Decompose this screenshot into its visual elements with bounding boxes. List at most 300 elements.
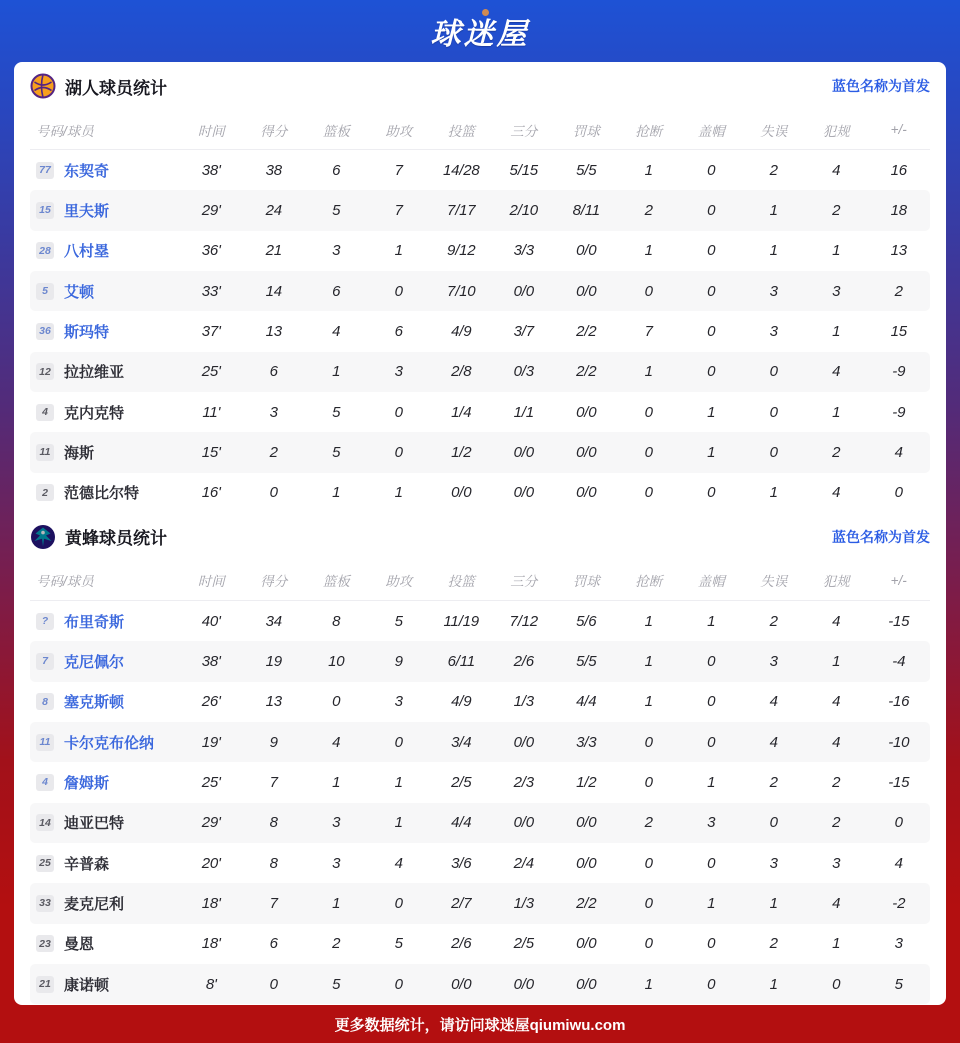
stat-cell: 1 bbox=[332, 484, 341, 502]
jersey-number-badge: 33 bbox=[36, 895, 54, 912]
player-row bbox=[30, 473, 930, 513]
stat-cell: 1/3 bbox=[513, 894, 534, 912]
stat-cell: 0 bbox=[644, 773, 653, 791]
player-cell bbox=[30, 933, 180, 954]
stat-cell: 6 bbox=[332, 161, 341, 179]
stat-cell: 2/5 bbox=[513, 935, 534, 953]
player-name-link[interactable]: 艾顿 bbox=[64, 283, 95, 301]
player-cell bbox=[30, 974, 180, 995]
column-header: 盖帽 bbox=[697, 123, 725, 139]
stat-cell: 19 bbox=[265, 652, 282, 670]
stat-cell: 1 bbox=[644, 161, 653, 179]
player-name-link[interactable]: 里夫斯 bbox=[64, 202, 110, 220]
player-row bbox=[30, 150, 930, 190]
stat-cell: 1 bbox=[707, 443, 716, 461]
stat-cell: 4 bbox=[832, 894, 841, 912]
stat-cell: 38' bbox=[201, 652, 221, 670]
stat-cell: 3/4 bbox=[451, 733, 472, 751]
player-cell bbox=[30, 200, 180, 221]
stat-cell: 2 bbox=[769, 161, 778, 179]
stat-cell: 0 bbox=[707, 854, 716, 872]
stat-cell: 7 bbox=[269, 773, 278, 791]
stat-cell: 3 bbox=[394, 363, 403, 381]
stat-cell: 7/12 bbox=[509, 612, 538, 630]
stat-cell: -15 bbox=[888, 773, 910, 791]
jersey-number-badge: ? bbox=[36, 613, 54, 630]
player-name-link[interactable]: 八村塁 bbox=[64, 243, 110, 261]
stat-cell: 3/3 bbox=[576, 733, 597, 751]
stat-cell: 0 bbox=[269, 484, 278, 502]
column-header: 失误 bbox=[760, 574, 788, 590]
stat-cell: 8 bbox=[269, 814, 278, 832]
stat-cell: 29' bbox=[201, 814, 221, 832]
stat-cell: 0 bbox=[769, 814, 778, 832]
player-row bbox=[30, 352, 930, 392]
stat-cell: 2 bbox=[769, 773, 778, 791]
player-name-link[interactable]: 辛普森 bbox=[64, 855, 110, 873]
stat-cell: 2/7 bbox=[451, 894, 472, 912]
stat-cell: 1 bbox=[707, 612, 716, 630]
column-header: 号码/球员 bbox=[36, 574, 94, 590]
stat-cell: 0/0 bbox=[513, 733, 534, 751]
stat-cell: 4 bbox=[769, 733, 778, 751]
stat-cell: -4 bbox=[892, 652, 906, 670]
stat-cell: 2 bbox=[644, 201, 653, 219]
stat-cell: -2 bbox=[892, 894, 906, 912]
stat-cell: 8 bbox=[269, 854, 278, 872]
stat-cell: 19' bbox=[201, 733, 221, 751]
stat-cell: 4 bbox=[832, 363, 841, 381]
stat-cell: 0 bbox=[769, 443, 778, 461]
player-cell bbox=[30, 893, 180, 914]
stat-cell: 16 bbox=[890, 161, 907, 179]
stat-cell: 4 bbox=[394, 854, 403, 872]
jersey-number-badge: 11 bbox=[36, 734, 54, 751]
player-name-link[interactable]: 康诺顿 bbox=[64, 976, 110, 994]
stat-cell: 25' bbox=[201, 773, 221, 791]
jersey-number-badge: 23 bbox=[36, 935, 54, 952]
lakers-stats-section bbox=[30, 62, 930, 513]
stat-cell: 3 bbox=[707, 814, 716, 832]
starter-legend: 蓝色名称为首发 bbox=[832, 78, 930, 94]
stat-cell: 2/8 bbox=[451, 363, 472, 381]
jersey-number-badge: 4 bbox=[36, 404, 54, 421]
stat-cell: 0 bbox=[707, 975, 716, 993]
player-row bbox=[30, 641, 930, 681]
stat-cell: 0/0 bbox=[513, 443, 534, 461]
stat-cell: 5 bbox=[332, 403, 341, 421]
stat-cell: 2 bbox=[769, 612, 778, 630]
jersey-number-badge: 25 bbox=[36, 855, 54, 872]
stat-cell: 0 bbox=[769, 403, 778, 421]
section-title: 湖人球员统计 bbox=[65, 78, 167, 98]
stat-cell: 0 bbox=[707, 935, 716, 953]
stat-cell: 0/0 bbox=[513, 484, 534, 502]
stat-cell: 4/4 bbox=[451, 814, 472, 832]
stat-cell: 7/17 bbox=[447, 201, 476, 219]
player-name-link[interactable]: 迪亚巴特 bbox=[64, 815, 125, 833]
stat-cell: 2/4 bbox=[513, 854, 534, 872]
jersey-number-badge: 21 bbox=[36, 976, 54, 993]
stat-cell: 1 bbox=[832, 652, 841, 670]
player-row bbox=[30, 271, 930, 311]
stat-cell: 5 bbox=[332, 975, 341, 993]
player-row bbox=[30, 432, 930, 472]
stat-cell: 40' bbox=[201, 612, 221, 630]
player-name-link[interactable]: 海斯 bbox=[64, 444, 95, 462]
footer-promo-text: 更多数据统计，请访问球迷屋qiumiwu.com bbox=[334, 1016, 626, 1034]
stat-cell: 0/0 bbox=[576, 403, 597, 421]
player-row bbox=[30, 722, 930, 762]
stat-cell: 14 bbox=[265, 282, 282, 300]
stat-cell: 1 bbox=[832, 935, 841, 953]
stat-cell: 11/19 bbox=[443, 612, 479, 630]
player-name-link[interactable]: 麦克尼利 bbox=[64, 895, 125, 913]
stat-cell: 4 bbox=[894, 443, 903, 461]
stat-cell: 0/0 bbox=[576, 242, 597, 260]
stat-cell: 4 bbox=[832, 612, 841, 630]
stat-cell: 0 bbox=[707, 363, 716, 381]
stat-cell: 2 bbox=[832, 773, 841, 791]
stat-cell: 5 bbox=[332, 201, 341, 219]
stat-cell: 5 bbox=[894, 975, 903, 993]
player-name-link[interactable]: 东契奇 bbox=[64, 162, 110, 180]
stat-cell: 1 bbox=[769, 975, 778, 993]
column-header: 投篮 bbox=[447, 123, 475, 139]
stat-cell: 10 bbox=[328, 652, 345, 670]
stat-cell: 0 bbox=[394, 282, 403, 300]
stats-card bbox=[14, 62, 946, 1005]
stat-cell: 38 bbox=[265, 161, 282, 179]
stat-cell: 0 bbox=[707, 282, 716, 300]
starter-legend: 蓝色名称为首发 bbox=[832, 528, 930, 545]
player-cell bbox=[30, 482, 180, 503]
column-header: 盖帽 bbox=[697, 574, 725, 590]
stat-cell: 8 bbox=[332, 612, 341, 630]
stat-cell: 0/0 bbox=[576, 854, 597, 872]
player-row bbox=[30, 392, 930, 432]
stat-cell: 1 bbox=[832, 242, 841, 260]
player-cell bbox=[30, 442, 180, 463]
stat-cell: 5/5 bbox=[576, 161, 597, 179]
stat-cell: 4/4 bbox=[576, 693, 597, 711]
stat-cell: 2 bbox=[269, 443, 278, 461]
jersey-number-badge: 15 bbox=[36, 202, 54, 219]
stat-cell: 1 bbox=[769, 201, 778, 219]
stat-cell: 0 bbox=[644, 854, 653, 872]
jersey-number-badge: 7 bbox=[36, 653, 54, 670]
stat-cell: 6 bbox=[269, 363, 278, 381]
stat-cell: 3 bbox=[769, 282, 778, 300]
column-header: 失误 bbox=[760, 123, 788, 139]
stat-cell: 2 bbox=[832, 443, 841, 461]
stat-cell: 0/0 bbox=[576, 975, 597, 993]
stat-cell: 15 bbox=[890, 322, 907, 340]
stat-cell: 0/0 bbox=[513, 814, 534, 832]
stat-cell: 1/2 bbox=[451, 443, 472, 461]
stat-cell: 6 bbox=[394, 322, 403, 340]
stat-cell: 4 bbox=[832, 484, 841, 502]
stat-cell: 1/4 bbox=[451, 403, 472, 421]
stat-cell: 1 bbox=[644, 612, 653, 630]
stat-cell: 16' bbox=[201, 484, 221, 502]
stat-cell: 1 bbox=[644, 242, 653, 260]
stat-cell: 0 bbox=[894, 814, 903, 832]
column-header: 罚球 bbox=[572, 574, 600, 590]
stat-cell: 1 bbox=[644, 363, 653, 381]
stat-cell: 37' bbox=[201, 322, 221, 340]
stat-cell: 0 bbox=[332, 693, 341, 711]
stat-cell: 0 bbox=[394, 894, 403, 912]
section-title: 黄蜂球员统计 bbox=[65, 529, 167, 549]
stat-cell: 0/0 bbox=[451, 975, 472, 993]
jersey-number-badge: 77 bbox=[36, 162, 54, 179]
stat-cell: 0 bbox=[707, 484, 716, 502]
stat-cell: 1/3 bbox=[513, 693, 534, 711]
stat-cell: 18' bbox=[201, 894, 221, 912]
column-header: 助攻 bbox=[385, 123, 413, 139]
column-header-row bbox=[30, 561, 930, 601]
stat-cell: 1 bbox=[644, 693, 653, 711]
stat-cell: 11' bbox=[202, 403, 221, 421]
stat-cell: 1 bbox=[707, 403, 716, 421]
stat-cell: 3 bbox=[332, 814, 341, 832]
player-row bbox=[30, 883, 930, 923]
player-row bbox=[30, 311, 930, 351]
jersey-number-badge: 5 bbox=[36, 283, 54, 300]
player-name-link[interactable]: 范德比尔特 bbox=[64, 485, 140, 503]
stat-cell: 0 bbox=[394, 975, 403, 993]
stat-cell: -16 bbox=[888, 693, 910, 711]
stat-cell: 5/6 bbox=[576, 612, 597, 630]
player-cell bbox=[30, 691, 180, 712]
jersey-number-badge: 36 bbox=[36, 323, 54, 340]
player-cell bbox=[30, 772, 180, 793]
stat-cell: 2/5 bbox=[451, 773, 472, 791]
stat-cell: 3 bbox=[769, 652, 778, 670]
stat-cell: 3 bbox=[269, 403, 278, 421]
stat-cell: 18 bbox=[890, 201, 907, 219]
column-header: 时间 bbox=[197, 574, 225, 590]
stat-cell: -9 bbox=[892, 403, 906, 421]
stat-cell: 2/2 bbox=[576, 322, 597, 340]
stat-cell: 3 bbox=[332, 854, 341, 872]
jersey-number-badge: 28 bbox=[36, 242, 54, 259]
stat-cell: 0/3 bbox=[513, 363, 534, 381]
stat-cell: -10 bbox=[888, 733, 910, 751]
player-cell bbox=[30, 611, 180, 632]
stat-cell: 8' bbox=[205, 975, 217, 993]
stat-cell: 7/10 bbox=[447, 282, 476, 300]
stat-cell: 0 bbox=[707, 201, 716, 219]
stat-cell: 20' bbox=[201, 854, 221, 872]
stat-cell: 0/0 bbox=[513, 975, 534, 993]
player-name-link[interactable]: 卡尔克布伦纳 bbox=[64, 734, 155, 752]
stat-cell: 1 bbox=[394, 814, 403, 832]
stat-cell: 14/28 bbox=[442, 161, 480, 179]
stat-cell: 18' bbox=[201, 935, 221, 953]
stat-cell: 5 bbox=[394, 935, 403, 953]
stat-cell: 1 bbox=[832, 322, 841, 340]
stat-cell: 0 bbox=[644, 443, 653, 461]
player-name-link[interactable]: 克尼佩尔 bbox=[64, 653, 125, 671]
player-row bbox=[30, 803, 930, 843]
stat-cell: 15' bbox=[201, 443, 221, 461]
column-header: 三分 bbox=[510, 574, 538, 590]
player-row bbox=[30, 190, 930, 230]
stat-cell: 3/7 bbox=[513, 322, 534, 340]
player-cell bbox=[30, 812, 180, 833]
column-header: 罚球 bbox=[572, 123, 600, 139]
jersey-number-badge: 11 bbox=[36, 444, 54, 461]
stat-cell: 1 bbox=[707, 894, 716, 912]
stat-cell: 3 bbox=[894, 935, 903, 953]
column-header: 三分 bbox=[510, 123, 538, 139]
lakers-logo-icon bbox=[30, 73, 56, 99]
player-cell bbox=[30, 732, 180, 753]
player-name-link[interactable]: 克内克特 bbox=[64, 404, 125, 422]
stat-cell: 1 bbox=[394, 242, 403, 260]
stat-cell: 13 bbox=[890, 242, 907, 260]
stat-cell: 1 bbox=[707, 773, 716, 791]
section-header bbox=[30, 513, 930, 561]
stat-cell: 0 bbox=[644, 403, 653, 421]
stat-cell: 2/2 bbox=[576, 363, 597, 381]
jersey-number-badge: 4 bbox=[36, 774, 54, 791]
stat-cell: 1 bbox=[769, 242, 778, 260]
player-name-link[interactable]: 曼恩 bbox=[64, 936, 95, 954]
stat-cell: 3 bbox=[832, 854, 841, 872]
column-header: 助攻 bbox=[385, 574, 413, 590]
stat-cell: 4 bbox=[332, 322, 341, 340]
site-header bbox=[0, 0, 960, 62]
jersey-number-badge: 14 bbox=[36, 814, 54, 831]
stat-cell: 34 bbox=[265, 612, 282, 630]
player-row bbox=[30, 762, 930, 802]
stat-cell: 1 bbox=[394, 484, 403, 502]
player-cell bbox=[30, 651, 180, 672]
stat-cell: -15 bbox=[888, 612, 910, 630]
stat-cell: 3/3 bbox=[513, 242, 534, 260]
stat-cell: 2 bbox=[832, 201, 841, 219]
jersey-number-badge: 12 bbox=[36, 363, 54, 380]
stat-cell: 3 bbox=[769, 854, 778, 872]
stat-cell: 4 bbox=[832, 693, 841, 711]
player-cell bbox=[30, 160, 180, 181]
stat-cell: 7 bbox=[644, 322, 653, 340]
stat-cell: 3 bbox=[394, 693, 403, 711]
stat-cell: 0 bbox=[394, 403, 403, 421]
stat-cell: 5 bbox=[394, 612, 403, 630]
jersey-number-badge: 2 bbox=[36, 484, 54, 501]
player-cell bbox=[30, 321, 180, 342]
stat-cell: 1/1 bbox=[513, 403, 534, 421]
hornets-stats-section bbox=[30, 513, 930, 1004]
stat-cell: 2 bbox=[644, 814, 653, 832]
player-cell bbox=[30, 853, 180, 874]
column-header: 犯规 bbox=[822, 123, 850, 139]
stat-cell: 0 bbox=[644, 282, 653, 300]
stat-cell: 0 bbox=[707, 733, 716, 751]
stat-cell: 0/0 bbox=[576, 814, 597, 832]
stat-cell: 7 bbox=[269, 894, 278, 912]
jersey-number-badge: 8 bbox=[36, 693, 54, 710]
player-name-link[interactable]: 斯玛特 bbox=[64, 323, 110, 341]
player-name-link[interactable]: 拉拉维亚 bbox=[64, 364, 125, 382]
stat-cell: 7 bbox=[394, 201, 403, 219]
stat-cell: 9 bbox=[269, 733, 278, 751]
column-header: 犯规 bbox=[822, 574, 850, 590]
stat-cell: 2 bbox=[769, 935, 778, 953]
column-header: 号码/球员 bbox=[36, 123, 94, 139]
stat-cell: 0/0 bbox=[576, 282, 597, 300]
stat-cell: 6 bbox=[332, 282, 341, 300]
stat-cell: 4 bbox=[332, 733, 341, 751]
stat-cell: 0 bbox=[644, 935, 653, 953]
player-row bbox=[30, 601, 930, 641]
column-header: 投篮 bbox=[447, 574, 475, 590]
site-logo[interactable] bbox=[431, 9, 530, 53]
basketball-dot-icon bbox=[482, 9, 489, 16]
column-header: 篮板 bbox=[322, 574, 350, 590]
stat-cell: 2/6 bbox=[451, 935, 472, 953]
stat-cell: 0 bbox=[644, 484, 653, 502]
stat-cell: 0 bbox=[644, 894, 653, 912]
stat-cell: 29' bbox=[201, 201, 221, 219]
player-row bbox=[30, 964, 930, 1004]
stat-cell: 3 bbox=[769, 322, 778, 340]
stat-cell: 2 bbox=[832, 814, 841, 832]
stat-cell: 25' bbox=[201, 363, 221, 381]
player-row bbox=[30, 682, 930, 722]
stat-cell: 5 bbox=[332, 443, 341, 461]
column-header: 得分 bbox=[260, 574, 288, 590]
stat-cell: 6/11 bbox=[447, 652, 475, 670]
player-name-link[interactable]: 布里奇斯 bbox=[64, 613, 125, 631]
stat-cell: 1 bbox=[832, 403, 841, 421]
column-header: 篮板 bbox=[322, 123, 350, 139]
stat-cell: 24 bbox=[265, 201, 282, 219]
player-name-link[interactable]: 塞克斯顿 bbox=[64, 694, 125, 712]
player-cell bbox=[30, 240, 180, 261]
stat-cell: 4/9 bbox=[451, 693, 472, 711]
column-header: 抢断 bbox=[635, 123, 663, 139]
column-header: 时间 bbox=[197, 123, 225, 139]
stat-cell: 4 bbox=[769, 693, 778, 711]
player-row bbox=[30, 924, 930, 964]
stat-cell: 7 bbox=[394, 161, 403, 179]
stat-cell: 1/2 bbox=[576, 773, 597, 791]
stat-cell: 4/9 bbox=[451, 322, 472, 340]
stat-cell: 0 bbox=[394, 443, 403, 461]
stat-cell: 0/0 bbox=[513, 282, 534, 300]
stat-cell: 5/15 bbox=[509, 161, 538, 179]
column-header-row bbox=[30, 110, 930, 150]
stat-cell: 0 bbox=[832, 975, 841, 993]
column-header: 得分 bbox=[260, 123, 288, 139]
stat-cell: 6 bbox=[269, 935, 278, 953]
player-name-link[interactable]: 詹姆斯 bbox=[64, 774, 110, 792]
stat-cell: 1 bbox=[332, 773, 341, 791]
stat-cell: 21 bbox=[265, 242, 282, 260]
site-logo-text: 球迷屋 bbox=[430, 18, 530, 51]
stat-cell: 0 bbox=[707, 242, 716, 260]
stat-cell: 1 bbox=[644, 975, 653, 993]
stat-cell: 5/5 bbox=[576, 652, 597, 670]
hornets-logo-icon bbox=[30, 524, 56, 550]
stat-cell: 2 bbox=[894, 282, 903, 300]
stat-cell: 3 bbox=[832, 282, 841, 300]
